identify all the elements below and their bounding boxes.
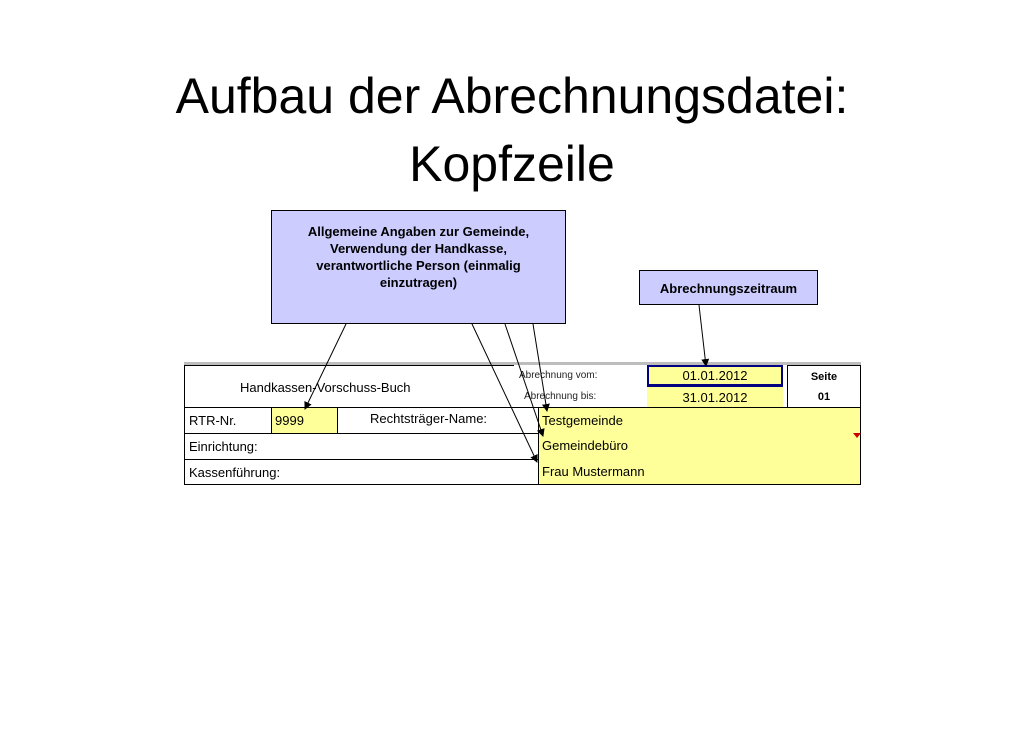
callout-line: einzutragen) — [379, 275, 458, 290]
arrow-to-cash-manager — [472, 324, 537, 462]
legal-name-value: Testgemeinde — [542, 413, 623, 428]
callout-line: Allgemeine Angaben zur Gemeinde, — [307, 224, 530, 239]
billing-period-callout-text: Abrechnungszeitraum — [659, 281, 798, 296]
period-to-label: Abrechnung bis: — [524, 391, 597, 402]
period-from-label: Abrechnung vom: — [519, 370, 598, 381]
cash-manager-value: Frau Mustermann — [542, 464, 645, 479]
period-to-value: 31.01.2012 — [682, 390, 748, 405]
arrow-to-facility — [505, 324, 543, 436]
arrow-to-legal-name — [533, 324, 547, 411]
callout-line: Verwendung der Handkasse, — [329, 241, 507, 256]
slide-title-line-1: Aufbau der Abrechnungsdatei: — [175, 68, 849, 124]
slide-title-line-2: Kopfzeile — [409, 136, 615, 192]
rtr-label: RTR-Nr. — [189, 413, 237, 428]
arrow-to-rtr — [305, 324, 346, 409]
cash-manager-label: Kassenführung: — [189, 465, 281, 480]
facility-label: Einrichtung: — [189, 439, 258, 454]
rtr-value: 9999 — [275, 413, 304, 428]
facility-value: Gemeindebüro — [542, 438, 628, 453]
callout-line: verantwortliche Person (einmalig — [316, 258, 521, 273]
page-value: 01 — [817, 391, 831, 403]
page-label: Seite — [810, 371, 838, 383]
book-title: Handkassen-Vorschuss-Buch — [240, 380, 411, 395]
period-from-value: 01.01.2012 — [682, 368, 748, 383]
arrow-to-period — [699, 305, 706, 366]
legal-name-label: Rechtsträger-Name: — [370, 411, 488, 426]
